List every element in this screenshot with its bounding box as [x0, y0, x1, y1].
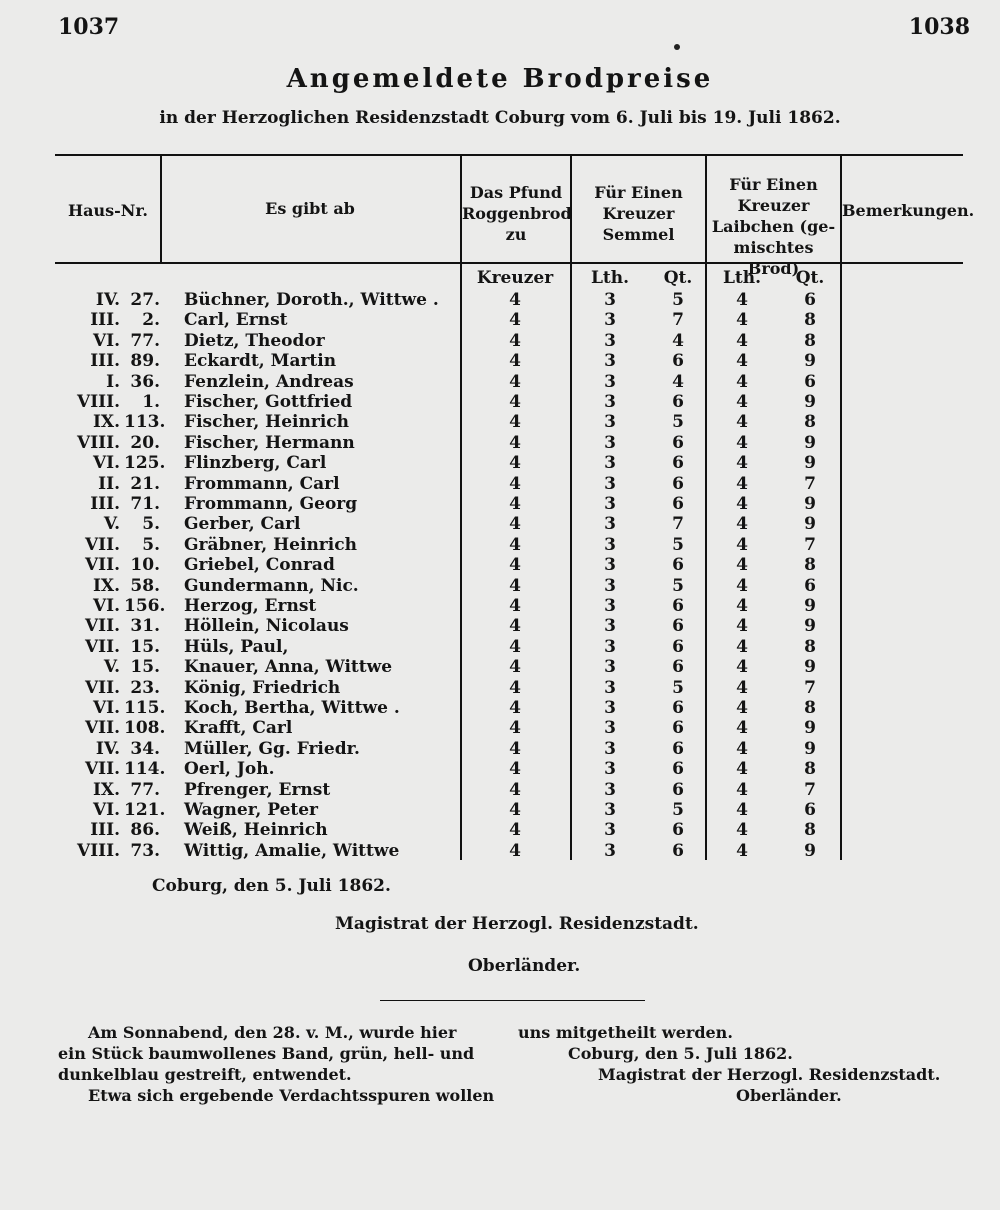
semmel-qt: 6 [672, 432, 684, 453]
house-number: 108. [124, 718, 166, 739]
semmel-lth: 3 [604, 534, 616, 555]
house-number: 115. [124, 698, 166, 718]
semmel-qt: 7 [672, 310, 684, 331]
semmel-qt: 6 [672, 779, 684, 800]
laibchen-lth: 4 [736, 840, 748, 861]
baker-name: Höllein, Nicolaus [184, 616, 349, 637]
house-number: 23. [130, 677, 160, 698]
price-roggenbrod: 4 [509, 800, 521, 820]
semmel-qt: 5 [672, 290, 684, 310]
laibchen-lth: 4 [736, 371, 748, 392]
notice-text-column-1: Am Sonnabend, den 28. v. M., wurde hier ein Stück baumwollenes Band, grün, hell- und dunkelblau gestreift, entwendet. Etwa sich ergebende Verdachtsspuren wollen [58, 1023, 495, 1105]
laibchen-lth: 4 [736, 330, 748, 351]
price-roggenbrod: 4 [509, 534, 521, 555]
header-laibchen: Für Einen Kreuzer Laibchen (ge- mischtes Brod) [711, 175, 836, 278]
house-number: 156. [124, 596, 166, 616]
baker-name: Fenzlein, Andreas [184, 371, 354, 392]
laibchen-qt: 9 [804, 840, 816, 861]
district-number: V. [103, 514, 120, 535]
laibchen-qt: 9 [804, 453, 816, 474]
baker-name: Flinzberg, Carl [184, 453, 327, 474]
laibchen-lth: 4 [736, 779, 748, 800]
price-roggenbrod: 4 [509, 636, 521, 657]
laibchen-qt: 9 [804, 432, 816, 453]
baker-name: König, Friedrich [184, 677, 341, 698]
house-number: 2. [142, 310, 160, 331]
semmel-qt: 6 [672, 555, 684, 576]
district-number: VI. [92, 800, 120, 820]
baker-name: Büchner, Doroth., Wittwe . [184, 290, 439, 310]
house-number: 71. [130, 494, 160, 514]
page-number-left: 1037 [58, 14, 120, 40]
baker-name: Müller, Gg. Friedr. [184, 738, 360, 759]
house-number: 5. [142, 534, 160, 555]
laibchen-lth: 4 [736, 514, 748, 535]
unit-laibchen-lth: Lth. [722, 268, 762, 288]
laibchen-qt: 9 [804, 718, 816, 739]
house-number: 27. [130, 290, 160, 310]
laibchen-lth: 4 [736, 432, 748, 453]
laibchen-lth: 4 [736, 494, 748, 514]
laibchen-qt: 6 [804, 290, 816, 310]
district-number: VII. [84, 759, 120, 780]
unit-kreuzer: Kreuzer [476, 268, 554, 288]
semmel-lth: 3 [604, 820, 616, 841]
semmel-qt: 6 [672, 473, 684, 494]
price-roggenbrod: 4 [509, 616, 521, 637]
laibchen-qt: 9 [804, 596, 816, 616]
price-roggenbrod: 4 [509, 657, 521, 678]
baker-name: Oerl, Joh. [184, 759, 275, 780]
baker-name: Carl, Ernst [184, 310, 288, 331]
house-number: 113. [124, 412, 166, 433]
district-number: II. [98, 473, 120, 494]
place-date: Coburg, den 5. Juli 1862. [152, 876, 391, 896]
district-number: VI. [92, 330, 120, 351]
laibchen-lth: 4 [736, 636, 748, 657]
signature: Oberländer. [468, 956, 581, 976]
price-roggenbrod: 4 [509, 330, 521, 351]
price-roggenbrod: 4 [509, 698, 521, 718]
laibchen-qt: 6 [804, 800, 816, 820]
semmel-qt: 6 [672, 759, 684, 780]
price-roggenbrod: 4 [509, 596, 521, 616]
semmel-lth: 3 [604, 800, 616, 820]
price-roggenbrod: 4 [509, 412, 521, 433]
ink-dot [674, 44, 680, 50]
district-number: IV. [95, 738, 120, 759]
baker-name: Gundermann, Nic. [184, 575, 359, 596]
baker-name: Frommann, Carl [184, 473, 340, 494]
semmel-lth: 3 [604, 718, 616, 739]
baker-name: Fischer, Hermann [184, 432, 355, 453]
price-roggenbrod: 4 [509, 473, 521, 494]
baker-name: Dietz, Theodor [184, 330, 325, 351]
price-roggenbrod: 4 [509, 759, 521, 780]
laibchen-qt: 9 [804, 392, 816, 412]
district-number: VI. [92, 453, 120, 474]
district-number: III. [90, 494, 120, 514]
header-name: Es gibt ab [265, 199, 355, 218]
semmel-qt: 6 [672, 351, 684, 372]
laibchen-qt: 6 [804, 371, 816, 392]
laibchen-lth: 4 [736, 412, 748, 433]
semmel-qt: 5 [672, 534, 684, 555]
semmel-lth: 3 [604, 616, 616, 637]
baker-name: Gerber, Carl [184, 514, 301, 535]
laibchen-lth: 4 [736, 392, 748, 412]
house-number: 77. [130, 330, 160, 351]
district-number: IX. [92, 412, 120, 433]
district-number: VI. [92, 596, 120, 616]
laibchen-lth: 4 [736, 759, 748, 780]
semmel-lth: 3 [604, 392, 616, 412]
district-number: VII. [84, 555, 120, 576]
semmel-qt: 6 [672, 820, 684, 841]
district-number: VIII. [77, 840, 120, 861]
district-number: IX. [92, 575, 120, 596]
house-number: 20. [130, 432, 160, 453]
laibchen-qt: 7 [804, 534, 816, 555]
semmel-qt: 6 [672, 657, 684, 678]
table-row [0, 841, 1000, 864]
baker-name: Frommann, Georg [184, 494, 358, 514]
table-top-rule [55, 154, 963, 156]
price-roggenbrod: 4 [509, 738, 521, 759]
laibchen-lth: 4 [736, 351, 748, 372]
semmel-lth: 3 [604, 596, 616, 616]
laibchen-lth: 4 [736, 698, 748, 718]
baker-name: Pfrenger, Ernst [184, 779, 331, 800]
semmel-lth: 3 [604, 738, 616, 759]
laibchen-qt: 9 [804, 738, 816, 759]
semmel-lth: 3 [604, 453, 616, 474]
district-number: I. [106, 371, 120, 392]
laibchen-qt: 8 [804, 412, 816, 433]
laibchen-lth: 4 [736, 596, 748, 616]
house-number: 86. [130, 820, 160, 841]
house-number: 77. [130, 779, 160, 800]
semmel-qt: 7 [672, 514, 684, 535]
laibchen-lth: 4 [736, 473, 748, 494]
house-number: 15. [130, 657, 160, 678]
header-haus-nr: Haus-Nr. [68, 201, 148, 220]
laibchen-lth: 4 [736, 575, 748, 596]
house-number: 31. [130, 616, 160, 637]
semmel-qt: 4 [672, 330, 684, 351]
notice-text-column-2: uns mitgetheilt werden. Coburg, den 5. Juli 1862. Magistrat der Herzogl. Residenzstadt. Oberländer. [518, 1023, 941, 1105]
laibchen-qt: 9 [804, 657, 816, 678]
district-number: VII. [84, 677, 120, 698]
baker-name: Herzog, Ernst [184, 596, 317, 616]
district-number: III. [90, 820, 120, 841]
baker-name: Griebel, Conrad [184, 555, 335, 576]
district-number: VII. [84, 718, 120, 739]
semmel-qt: 6 [672, 840, 684, 861]
semmel-lth: 3 [604, 290, 616, 310]
semmel-lth: 3 [604, 657, 616, 678]
laibchen-qt: 7 [804, 677, 816, 698]
house-number: 36. [130, 371, 160, 392]
laibchen-lth: 4 [736, 453, 748, 474]
district-number: VII. [84, 616, 120, 637]
semmel-lth: 3 [604, 310, 616, 331]
semmel-lth: 3 [604, 698, 616, 718]
semmel-qt: 6 [672, 596, 684, 616]
laibchen-qt: 9 [804, 616, 816, 637]
semmel-qt: 6 [672, 494, 684, 514]
laibchen-lth: 4 [736, 800, 748, 820]
semmel-lth: 3 [604, 330, 616, 351]
laibchen-lth: 4 [736, 718, 748, 739]
price-roggenbrod: 4 [509, 677, 521, 698]
laibchen-lth: 4 [736, 677, 748, 698]
baker-name: Eckardt, Martin [184, 351, 337, 372]
house-number: 21. [130, 473, 160, 494]
semmel-qt: 6 [672, 453, 684, 474]
price-roggenbrod: 4 [509, 453, 521, 474]
laibchen-lth: 4 [736, 616, 748, 637]
unit-semmel-lth: Lth. [590, 268, 630, 288]
semmel-qt: 6 [672, 738, 684, 759]
district-number: IX. [92, 779, 120, 800]
baker-name: Knauer, Anna, Wittwe [184, 657, 393, 678]
district-number: VI. [92, 698, 120, 718]
laibchen-lth: 4 [736, 820, 748, 841]
semmel-qt: 6 [672, 616, 684, 637]
semmel-lth: 3 [604, 677, 616, 698]
laibchen-lth: 4 [736, 738, 748, 759]
semmel-lth: 3 [604, 840, 616, 861]
baker-name: Krafft, Carl [184, 718, 293, 739]
page-title: Angemeldete Brodpreise [286, 64, 714, 94]
house-number: 34. [130, 738, 160, 759]
price-roggenbrod: 4 [509, 718, 521, 739]
laibchen-qt: 9 [804, 494, 816, 514]
semmel-lth: 3 [604, 779, 616, 800]
laibchen-qt: 8 [804, 820, 816, 841]
price-roggenbrod: 4 [509, 779, 521, 800]
district-number: VII. [84, 534, 120, 555]
district-number: IV. [95, 290, 120, 310]
section-divider [380, 1000, 645, 1001]
house-number: 114. [124, 759, 166, 780]
price-roggenbrod: 4 [509, 840, 521, 861]
baker-name: Koch, Bertha, Wittwe . [184, 698, 400, 718]
laibchen-qt: 9 [804, 351, 816, 372]
semmel-lth: 3 [604, 555, 616, 576]
semmel-qt: 4 [672, 371, 684, 392]
semmel-lth: 3 [604, 575, 616, 596]
semmel-lth: 3 [604, 759, 616, 780]
house-number: 5. [142, 514, 160, 535]
price-roggenbrod: 4 [509, 371, 521, 392]
laibchen-qt: 7 [804, 779, 816, 800]
baker-name: Fischer, Gottfried [184, 392, 353, 412]
price-roggenbrod: 4 [509, 555, 521, 576]
price-roggenbrod: 4 [509, 514, 521, 535]
page-subtitle: in der Herzoglichen Residenzstadt Coburg vom 6. Juli bis 19. Juli 1862. [159, 108, 841, 128]
district-number: III. [90, 351, 120, 372]
semmel-lth: 3 [604, 636, 616, 657]
laibchen-qt: 9 [804, 514, 816, 535]
baker-name: Wagner, Peter [184, 800, 319, 820]
semmel-lth: 3 [604, 514, 616, 535]
header-roggen: Das Pfund Roggenbrod zu [462, 183, 572, 244]
house-number: 89. [130, 351, 160, 372]
semmel-qt: 5 [672, 412, 684, 433]
laibchen-lth: 4 [736, 657, 748, 678]
price-roggenbrod: 4 [509, 820, 521, 841]
unit-row [0, 268, 1000, 291]
laibchen-qt: 8 [804, 698, 816, 718]
semmel-qt: 6 [672, 636, 684, 657]
laibchen-qt: 8 [804, 759, 816, 780]
laibchen-qt: 8 [804, 310, 816, 331]
house-number: 15. [130, 636, 160, 657]
district-number: VII. [84, 636, 120, 657]
semmel-lth: 3 [604, 473, 616, 494]
house-number: 10. [130, 555, 160, 576]
semmel-lth: 3 [604, 371, 616, 392]
district-number: VIII. [77, 432, 120, 453]
house-number: 1. [142, 392, 160, 412]
price-roggenbrod: 4 [509, 290, 521, 310]
unit-semmel-qt: Qt. [663, 268, 693, 288]
semmel-qt: 6 [672, 718, 684, 739]
baker-name: Gräbner, Heinrich [184, 534, 357, 555]
laibchen-qt: 6 [804, 575, 816, 596]
price-roggenbrod: 4 [509, 310, 521, 331]
semmel-qt: 5 [672, 677, 684, 698]
issuing-authority: Magistrat der Herzogl. Residenzstadt. [335, 914, 699, 934]
laibchen-qt: 8 [804, 555, 816, 576]
price-roggenbrod: 4 [509, 575, 521, 596]
price-roggenbrod: 4 [509, 392, 521, 412]
house-number: 125. [124, 453, 166, 474]
district-number: VIII. [77, 392, 120, 412]
baker-name: Weiß, Heinrich [184, 820, 328, 841]
semmel-lth: 3 [604, 432, 616, 453]
laibchen-qt: 8 [804, 330, 816, 351]
semmel-qt: 5 [672, 800, 684, 820]
price-roggenbrod: 4 [509, 351, 521, 372]
district-number: III. [90, 310, 120, 331]
page-number-right: 1038 [908, 14, 970, 40]
semmel-qt: 6 [672, 392, 684, 412]
laibchen-lth: 4 [736, 534, 748, 555]
baker-name: Fischer, Heinrich [184, 412, 350, 433]
laibchen-lth: 4 [736, 555, 748, 576]
laibchen-qt: 7 [804, 473, 816, 494]
semmel-lth: 3 [604, 351, 616, 372]
house-number: 121. [124, 800, 166, 820]
laibchen-lth: 4 [736, 290, 748, 310]
baker-name: Wittig, Amalie, Wittwe [184, 840, 400, 861]
semmel-lth: 3 [604, 494, 616, 514]
unit-laibchen-qt: Qt. [795, 268, 825, 288]
semmel-qt: 5 [672, 575, 684, 596]
laibchen-lth: 4 [736, 310, 748, 331]
header-semmel: Für Einen Kreuzer Semmel [594, 183, 683, 244]
house-number: 73. [130, 840, 160, 861]
header-bemerkungen: Bemerkungen. [842, 201, 975, 220]
laibchen-qt: 8 [804, 636, 816, 657]
semmel-lth: 3 [604, 412, 616, 433]
semmel-qt: 6 [672, 698, 684, 718]
district-number: V. [103, 657, 120, 678]
price-roggenbrod: 4 [509, 494, 521, 514]
price-roggenbrod: 4 [509, 432, 521, 453]
house-number: 58. [130, 575, 160, 596]
baker-name: Hüls, Paul, [184, 636, 289, 657]
